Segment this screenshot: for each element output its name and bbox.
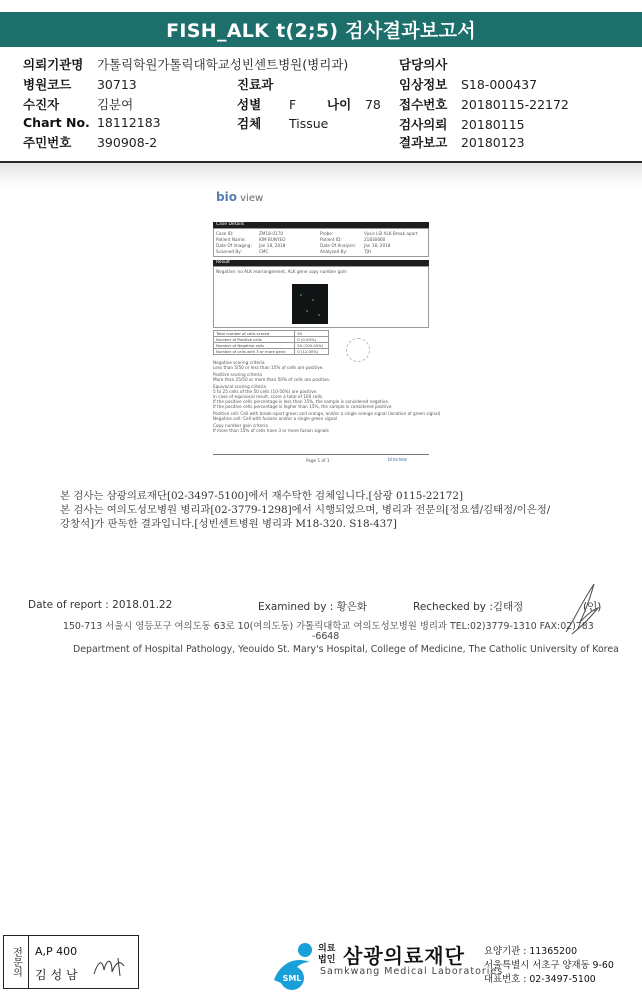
doctor-row xyxy=(399,55,451,73)
report-element: 50 (100.00%) xyxy=(295,343,329,349)
criteria-line: Equivocal scoring criteria xyxy=(213,384,266,389)
criteria-line: If the positive cells percentage is higher than 15%, the sample is considered positive. xyxy=(213,404,393,409)
org-tel: 대표번호 : 02-3497-5100 xyxy=(484,974,596,985)
case-id-label: Case ID: xyxy=(216,231,234,236)
specimen-row xyxy=(237,114,328,132)
scanned-by-label: Scanned By: xyxy=(216,249,242,254)
sex-label: 성별 xyxy=(237,97,262,112)
scanned-by: CMC xyxy=(259,249,269,254)
rrn-label: 주민번호 xyxy=(23,135,72,150)
report-element: 법인 xyxy=(318,955,336,965)
header-shadow xyxy=(0,163,642,187)
cell-count-table xyxy=(213,330,329,355)
report-element: 0 (12.00%) xyxy=(295,349,329,355)
probe: Vysis LSI ALK Break apart xyxy=(364,231,418,236)
patient-value: 김분여 xyxy=(96,97,134,112)
embedded-footer-rule xyxy=(213,454,429,455)
criteria-line: If the positive cells percentage is less than 15%, the sample is considered negative. xyxy=(213,399,390,404)
lab-stamp xyxy=(346,338,370,362)
receipt-label: 접수번호 xyxy=(399,97,448,112)
result-header: Result xyxy=(213,260,429,266)
criteria-line: In case of equivocal result, score a total of 100 cells. xyxy=(213,394,324,399)
report-element: Total number of cells scored xyxy=(214,331,295,337)
patient-id-label: Patient ID: xyxy=(320,237,342,242)
department-row xyxy=(237,75,277,93)
case-id: ZM18-0170 xyxy=(259,231,283,236)
approval-label: 전문의 xyxy=(4,936,29,988)
date-analysis: Jan 18, 2018 xyxy=(364,243,391,248)
sml-logo xyxy=(270,940,320,990)
report-element xyxy=(214,331,329,355)
fish-cell-image xyxy=(292,284,328,324)
approval-code: A,P 400 xyxy=(35,945,78,958)
chart-value: 18112183 xyxy=(96,115,161,130)
request-label: 검사의뢰 xyxy=(399,117,448,132)
note-line-3: 강창석]가 판독한 결과입니다.[성빈센트병원 병리과 M18-320. S18-437] xyxy=(60,518,397,530)
hospital-code-row xyxy=(23,75,137,93)
report-element xyxy=(94,958,124,976)
lab-address-line-2: -6648 xyxy=(312,631,340,642)
receipt-value: 20180115-22172 xyxy=(460,97,569,112)
date-imaging-label: Date Of Imaging: xyxy=(216,243,252,248)
result-text: Negative: no ALK rearrangement, ALK gene copy number gain xyxy=(216,269,347,274)
report-element: view xyxy=(240,193,264,204)
approver-name: 김성남 xyxy=(35,968,82,982)
sex-value: F xyxy=(288,97,297,112)
age-row xyxy=(327,95,381,113)
criteria-line: If more than 15% of cells have 3 or more fusion signals xyxy=(213,428,329,433)
hospital-code-value: 30713 xyxy=(96,77,137,92)
embedded-page-number: Page 1 of 1 xyxy=(306,458,330,463)
examined-by: Examined by : 황은화 xyxy=(258,601,368,613)
case-details-header: Case Details xyxy=(213,222,429,228)
approval-box xyxy=(3,935,139,989)
report-element: bio xyxy=(216,190,237,204)
criteria-line: Copy number gain criteria xyxy=(213,423,268,428)
clinical-label: 임상정보 xyxy=(399,77,448,92)
report-title: FISH_ALK t(2;5) 검사결과보고서 xyxy=(0,12,642,47)
analyzed-by: TJH xyxy=(364,249,371,254)
report-element: SML xyxy=(282,974,302,983)
criteria-line: Less than 5/50 or less than 15% of cells are positive. xyxy=(213,365,324,370)
org-name: 삼광의료재단 xyxy=(343,944,465,968)
report-date-value: 20180123 xyxy=(460,135,525,150)
criteria-line: Negative scoring criteria xyxy=(213,360,265,365)
institution-row xyxy=(23,55,348,73)
note-line-1: 본 검사는 삼광의료재단[02-3497-5100]에서 재수탁한 검체입니다.[삼광 0115-22172] xyxy=(60,490,464,502)
seal-mark: (인) xyxy=(583,601,602,613)
criteria-line: Negative cell: Cell with fusions and/or a single green signal xyxy=(213,416,337,421)
table-row xyxy=(214,349,329,355)
bioview-small-logo xyxy=(388,458,407,463)
lab-address-line-1: 150-713 서울시 영등포구 여의도동 63로 10(여의도동) 가톨릭대학교 여의도성모병원 병리과 TEL:02)3779-1310 FAX:02)783 xyxy=(63,621,594,632)
patient-id: 21830660 xyxy=(364,237,386,242)
date-of-report: Date of report : 2018.01.22 xyxy=(28,599,173,611)
report-element: Number of cells with 3 or more gene xyxy=(214,349,295,355)
specimen-label: 검체 xyxy=(237,116,262,131)
report-date-row xyxy=(399,133,525,151)
request-value: 20180115 xyxy=(460,117,525,132)
criteria-line: Positive scoring criteria xyxy=(213,372,262,377)
clinical-value: S18-000437 xyxy=(460,77,538,92)
patient-name: KIM BUNYEO xyxy=(259,237,286,242)
doctor-label: 담당의사 xyxy=(399,57,448,72)
rechecked-by: Rechecked by :김태정 xyxy=(413,601,524,613)
patient-label: 수진자 xyxy=(23,97,60,112)
criteria-line: 5 to 25 cells of the 50 cells (10-50%) are positive. xyxy=(213,389,318,394)
age-value: 78 xyxy=(364,97,381,112)
institution-value: 가톨릭학원가톨릭대학교성빈센트병원(병리과) xyxy=(96,57,349,72)
note-line-2: 본 검사는 여의도성모병원 병리과[02-3779-1298]에서 시행되었으며, 병리과 전문의[정요셉/김태정/이은정/ xyxy=(60,504,551,516)
report-element: 의료 xyxy=(318,944,336,954)
report-element xyxy=(300,294,302,296)
rrn-row xyxy=(23,133,157,151)
analyzed-by-label: Analyzed By: xyxy=(320,249,347,254)
bioview-logo xyxy=(216,190,263,204)
org-prefix xyxy=(318,944,335,966)
report-element: 0 (0.00%) xyxy=(295,337,329,343)
report-element: view xyxy=(395,457,408,463)
institution-label: 의뢰기관명 xyxy=(23,57,84,72)
sex-row xyxy=(237,95,296,113)
report-element xyxy=(298,943,312,957)
department-english: Department of Hospital Pathology, Yeouido St. Mary's Hospital, College of Medicine, The Catholic University of Korea xyxy=(73,644,619,655)
criteria-line: Positive cell: Cell with break-apart green and orange, and/or a single orange signal (location of green signal) xyxy=(213,411,441,416)
report-element: bio xyxy=(388,457,396,463)
hospital-code-label: 병원코드 xyxy=(23,77,72,92)
chart-label: Chart No. xyxy=(23,115,90,130)
clinical-row xyxy=(399,75,537,93)
org-code: 요양기관 : 11365200 xyxy=(484,946,578,957)
report-element xyxy=(312,299,314,301)
specimen-value: Tissue xyxy=(288,116,329,131)
report-element: 50 xyxy=(295,331,329,337)
org-english-name: Samkwang Medical Laboratories xyxy=(320,966,504,977)
rrn-value: 390908-2 xyxy=(96,135,158,150)
patient-name-label: Patient Name: xyxy=(216,237,246,242)
department-label: 진료과 xyxy=(237,77,274,92)
date-imaging: Jan 18, 2018 xyxy=(259,243,286,248)
report-element xyxy=(318,314,320,316)
patient-row xyxy=(23,95,133,113)
age-label: 나이 xyxy=(327,97,352,112)
report-element xyxy=(306,310,308,312)
report-element: Number of Negative cells xyxy=(214,343,295,349)
criteria-line: More than 25/50 or more than 50% of cells are positive. xyxy=(213,377,331,382)
report-element: Number of Positive cells xyxy=(214,337,295,343)
request-row xyxy=(399,115,525,133)
probe-label: Probe: xyxy=(320,231,334,236)
chart-row xyxy=(23,115,161,130)
report-date-label: 결과보고 xyxy=(399,135,448,150)
approver-signature xyxy=(90,954,132,980)
receipt-row xyxy=(399,95,569,113)
org-address: 서울특별시 서초구 양재동 9-60 xyxy=(484,960,614,971)
date-analysis-label: Date Of Analysis: xyxy=(320,243,357,248)
